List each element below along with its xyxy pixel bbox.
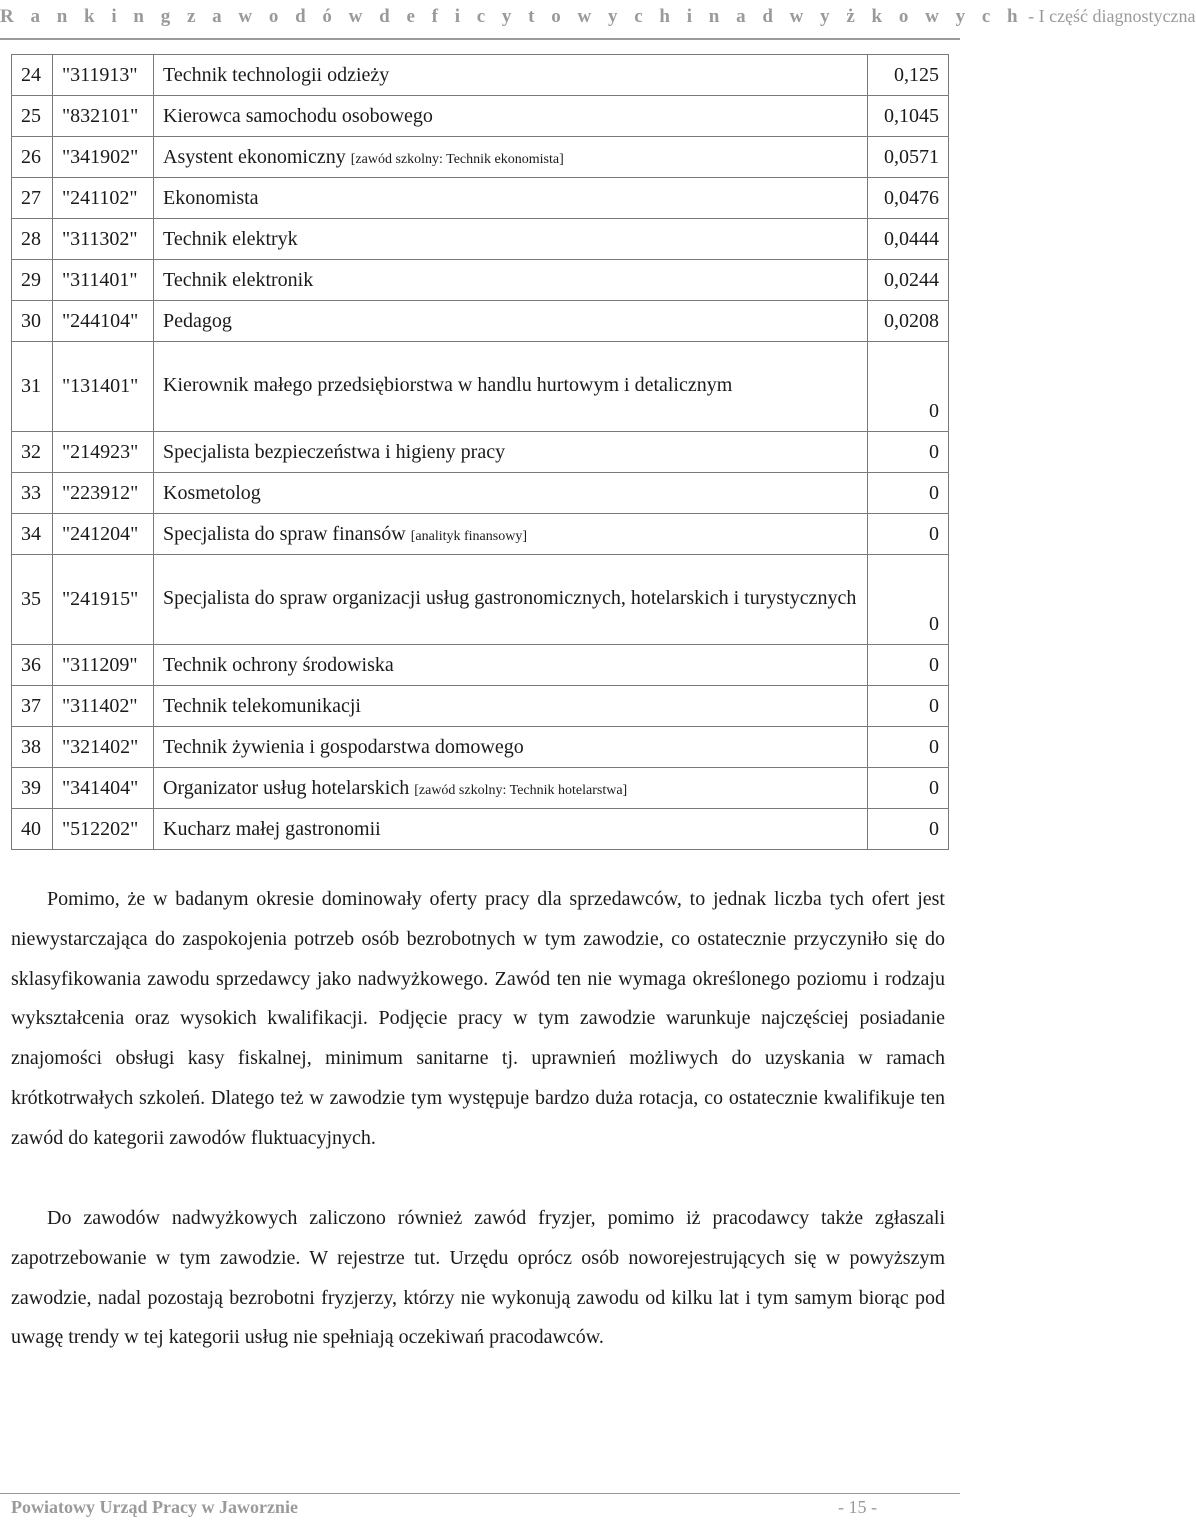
row-number (12, 342, 53, 432)
row-number (12, 473, 53, 514)
occupation-code (53, 342, 154, 432)
occupation-code (53, 514, 154, 555)
occupation-name-text: Pedagog (163, 309, 232, 332)
occupation-code-text: "223912" (62, 481, 139, 504)
ratio-value (868, 342, 949, 432)
ratio-value (868, 137, 949, 178)
table-row (12, 809, 949, 850)
ratio-value-text: 0 (929, 440, 939, 463)
ratio-value (868, 260, 949, 301)
occupation-code-text: "341902" (62, 145, 139, 168)
table-row (12, 178, 949, 219)
ratio-value-text: 0 (929, 776, 939, 799)
occupation-name (154, 260, 868, 301)
occupation-code-text: "341404" (62, 776, 139, 799)
row-number-text: 24 (21, 63, 41, 86)
occupation-name-text: Specjalista do spraw organizacji usług gastronomicznych, hotelarskich i turystycznych (163, 587, 857, 609)
occupation-code (53, 260, 154, 301)
occupation-name-text: Technik żywienia i gospodarstwa domowego (163, 735, 524, 758)
table-row (12, 686, 949, 727)
table-row (12, 514, 949, 555)
row-number-text: 25 (21, 104, 41, 127)
occupation-code-text: "311402" (62, 694, 138, 717)
table-row (12, 727, 949, 768)
occupation-code-text: "131401" (62, 375, 139, 397)
occupation-name (154, 645, 868, 686)
ratio-value-text: 0 (929, 400, 939, 422)
ratio-value (868, 514, 949, 555)
occupation-name (154, 686, 868, 727)
row-number-text: 32 (21, 440, 41, 463)
occupation-name (154, 555, 868, 645)
occupation-name (154, 727, 868, 768)
ratio-value (868, 555, 949, 645)
row-number-text: 29 (21, 268, 41, 291)
occupation-code-text: "311913" (62, 63, 138, 86)
ratio-value-text: 0 (929, 694, 939, 717)
ratio-value (868, 55, 949, 96)
occupation-code (53, 473, 154, 514)
occupation-name-text: Technik ochrony środowiska (163, 653, 394, 676)
occupation-code (53, 645, 154, 686)
occupation-name-text: Specjalista do spraw finansów (163, 522, 406, 545)
ratio-value-text: 0 (929, 522, 939, 545)
occupation-name-text: Technik elektryk (163, 227, 298, 250)
table-row (12, 55, 949, 96)
table-row (12, 342, 949, 432)
header-divider (0, 38, 960, 40)
occupation-name-text: Kucharz małej gastronomii (163, 817, 381, 840)
ratio-value (868, 645, 949, 686)
occupation-code-text: "241915" (62, 588, 139, 610)
ratio-value (868, 301, 949, 342)
ratio-value-text: 0 (929, 817, 939, 840)
occupation-code (53, 768, 154, 809)
table-row (12, 301, 949, 342)
occupation-code (53, 809, 154, 850)
row-number-text: 28 (21, 227, 41, 250)
row-number (12, 55, 53, 96)
occupation-code (53, 555, 154, 645)
occupation-code-text: "241204" (62, 522, 139, 545)
row-number-text: 26 (21, 145, 41, 168)
occupation-code (53, 301, 154, 342)
occupation-code (53, 137, 154, 178)
ratio-value (868, 432, 949, 473)
row-number-text: 30 (21, 309, 41, 332)
table-row (12, 260, 949, 301)
row-number-text: 39 (21, 776, 41, 799)
header-subtitle: - I część diagnostyczna (1023, 6, 1196, 26)
row-number (12, 686, 53, 727)
ratio-value-text: 0,0476 (884, 186, 939, 209)
row-number (12, 96, 53, 137)
row-number (12, 768, 53, 809)
row-number (12, 555, 53, 645)
occupation-code-text: "832101" (62, 104, 139, 127)
occupation-name-text: Kosmetolog (163, 481, 261, 504)
occupation-code (53, 178, 154, 219)
row-number (12, 219, 53, 260)
occupation-note: [analityk finansowy] (410, 528, 527, 544)
occupation-name-text: Kierowca samochodu osobowego (163, 104, 433, 127)
ranking-table (11, 54, 949, 850)
ratio-value-text: 0,0208 (884, 309, 939, 332)
table-row (12, 219, 949, 260)
occupation-name (154, 342, 868, 432)
ratio-value (868, 768, 949, 809)
table-row (12, 137, 949, 178)
table-row (12, 96, 949, 137)
occupation-code (53, 432, 154, 473)
row-number-text: 35 (21, 588, 41, 610)
occupation-name (154, 178, 868, 219)
header-title: R a n k i n g z a w o d ó w d e f i c y t o w y c h i n a d w y ż k o w y c h (0, 6, 1024, 27)
occupation-code-text: "214923" (62, 440, 139, 463)
ratio-value (868, 219, 949, 260)
occupation-name (154, 301, 868, 342)
row-number-text: 27 (21, 186, 41, 209)
footer-office: Powiatowy Urząd Pracy w Jaworznie (11, 1497, 298, 1517)
occupation-note: [zawód szkolny: Technik hotelarstwa] (414, 782, 628, 798)
ratio-value-text: 0 (929, 613, 939, 635)
occupation-name (154, 137, 868, 178)
occupation-name-text: Technik elektronik (163, 268, 314, 291)
occupation-code (53, 727, 154, 768)
occupation-code-text: "311209" (62, 653, 138, 676)
occupation-code (53, 686, 154, 727)
occupation-code (53, 219, 154, 260)
table-row (12, 645, 949, 686)
row-number (12, 432, 53, 473)
occupation-name (154, 768, 868, 809)
occupation-code-text: "321402" (62, 735, 139, 758)
ratio-value (868, 727, 949, 768)
row-number-text: 37 (21, 694, 41, 717)
occupation-name (154, 809, 868, 850)
ratio-value-text: 0 (929, 735, 939, 758)
page-number: - 15 - (838, 1497, 877, 1517)
ratio-value (868, 96, 949, 137)
occupation-name (154, 96, 868, 137)
occupation-name (154, 473, 868, 514)
paragraph-sprzedawca: Pomimo, że w badanym okresie dominowały oferty pracy dla sprzedawców, to jednak liczba tych ofert jest niewystarczająca do zaspokojenia potrzeb osób bezrobotnych w tym zawodzie, co ostatecznie przyczyniło się do sklasyfikowania zawodu sprzedawcy jako nadwyżkowego. Zawód ten nie wymaga określonego poziomu i rodzaju wykształcenia oraz wysokich kwalifikacji. Podjęcie pracy w tym zawodzie warunkuje najczęściej posiadanie znajomości obsługi kasy fiskalnej, minimum sanitarne tj. uprawnień możliwych do uzyskania w ramach krótkotrwałych szkoleń. Dlatego też w zawodzie tym występuje bardzo duża rotacja, co ostatecznie kwalifikuje ten zawód do kategorii zawodów fluktuacyjnych. (11, 888, 945, 1149)
occupation-code-text: "311302" (62, 227, 138, 250)
ratio-value (868, 178, 949, 219)
row-number-text: 36 (21, 653, 41, 676)
occupation-name (154, 432, 868, 473)
occupation-name-text: Kierownik małego przedsiębiorstwa w handlu hurtowym i detalicznym (163, 374, 733, 396)
page-header (0, 6, 1196, 34)
row-number-text: 38 (21, 735, 41, 758)
ratio-value-text: 0,0571 (884, 145, 939, 168)
ratio-value-text: 0,1045 (884, 104, 939, 127)
occupation-code-text: "311401" (62, 268, 138, 291)
row-number-text: 34 (21, 522, 41, 545)
table-row (12, 555, 949, 645)
paragraph-fryzjer: Do zawodów nadwyżkowych zaliczono również zawód fryzjer, pomimo iż pracodawcy także zgłaszali zapotrzebowanie w tym zawodzie. W rejestrze tut. Urzędu oprócz osób noworejestrujących się w powyższym zawodzie, nadal pozostają bezrobotni fryzjerzy, którzy nie wykonują zawodu od kilku lat i tym samym biorąc pod uwagę trendy w tej kategorii usług nie spełniają oczekiwań pracodawców. (11, 1207, 945, 1349)
occupation-code-text: "241102" (62, 186, 138, 209)
occupation-code (53, 96, 154, 137)
occupation-name (154, 514, 868, 555)
row-number-text: 33 (21, 481, 41, 504)
occupation-code-text: "244104" (62, 309, 139, 332)
occupation-note: [zawód szkolny: Technik ekonomista] (350, 151, 564, 167)
ratio-value (868, 473, 949, 514)
occupation-name (154, 55, 868, 96)
ratio-value (868, 809, 949, 850)
occupation-code-text: "512202" (62, 817, 139, 840)
occupation-name-text: Specjalista bezpieczeństwa i higieny pracy (163, 440, 506, 463)
ratio-value (868, 686, 949, 727)
occupation-code (53, 55, 154, 96)
row-number (12, 137, 53, 178)
row-number-text: 40 (21, 817, 41, 840)
row-number-text: 31 (21, 375, 41, 397)
row-number (12, 514, 53, 555)
row-number (12, 301, 53, 342)
row-number (12, 809, 53, 850)
row-number (12, 727, 53, 768)
ratio-value-text: 0 (929, 653, 939, 676)
occupation-name (154, 219, 868, 260)
row-number (12, 260, 53, 301)
ratio-value-text: 0,125 (894, 63, 939, 86)
occupation-name-text: Asystent ekonomiczny (163, 145, 346, 168)
occupation-name-text: Technik technologii odzieży (163, 63, 390, 86)
occupation-name-text: Ekonomista (163, 186, 259, 209)
footer-divider (0, 1493, 960, 1494)
row-number (12, 178, 53, 219)
table-row (12, 768, 949, 809)
occupation-name-text: Technik telekomunikacji (163, 694, 361, 717)
occupation-name-text: Organizator usług hotelarskich (163, 776, 410, 799)
ratio-value-text: 0 (929, 481, 939, 504)
table-row (12, 473, 949, 514)
table-row (12, 432, 949, 473)
row-number (12, 645, 53, 686)
ratio-value-text: 0,0444 (884, 227, 939, 250)
ratio-value-text: 0,0244 (884, 268, 939, 291)
